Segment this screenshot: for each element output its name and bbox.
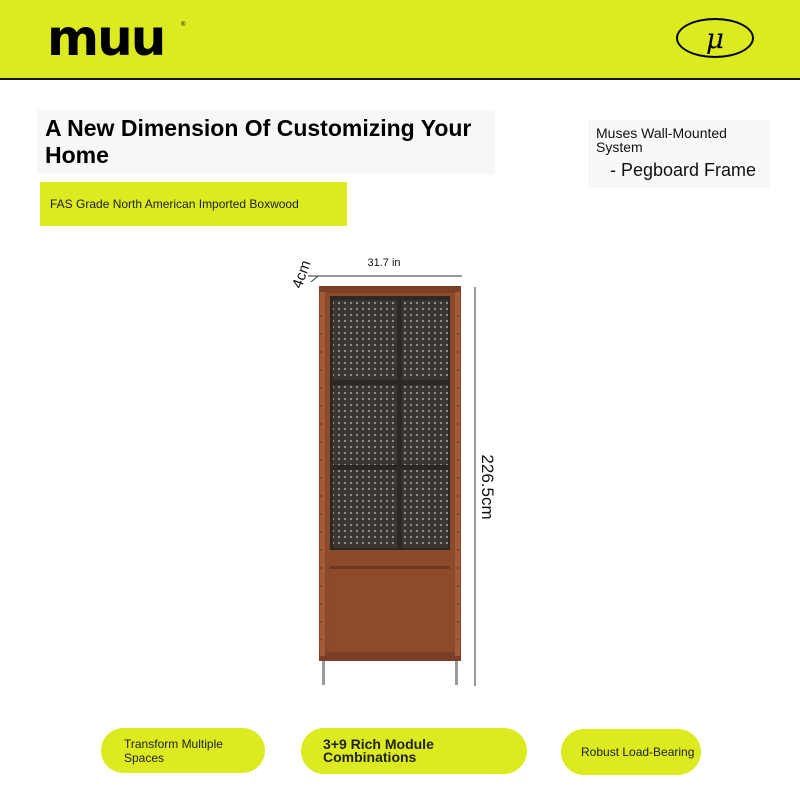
pegboard-panels [330,296,450,550]
wood-bottom-panel [330,566,450,651]
brand-logo[interactable]: muu [47,9,165,67]
depth-label: 4cm [288,258,315,291]
feature-pill-spaces [101,728,265,773]
page-title: A New Dimension Of Customizing Your Home [45,115,472,168]
depth-tick [311,276,318,282]
system-subtitle: - Pegboard Frame [610,160,757,180]
width-label: 31.7 in [367,257,401,269]
feature-label: 3+9 Rich Module Combinations [323,736,434,765]
system-title: Muses Wall-Mounted System [596,125,727,155]
material-label: FAS Grade North American Imported Boxwood [50,197,299,211]
feature-label: Transform Multiple Spaces [124,736,223,765]
mu-emblem-icon[interactable]: μ [676,18,754,58]
height-label: 226.5cm [478,454,497,520]
feature-pill-load [561,729,701,775]
feature-pill-modules [301,728,527,774]
right-leg [455,661,458,685]
left-leg [322,661,325,685]
feature-label: Robust Load-Bearing [581,745,695,759]
registered-mark: ® [181,22,186,28]
